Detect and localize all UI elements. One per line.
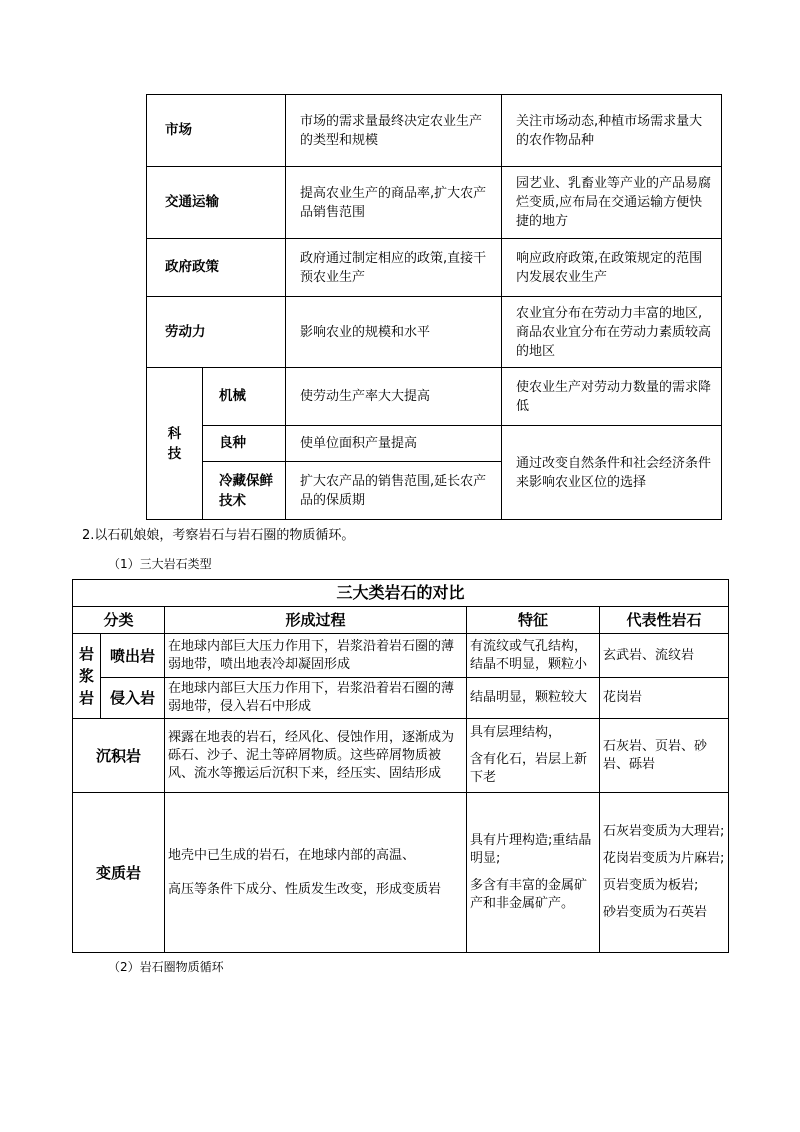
tech-shared-location: 通过改变自然条件和社会经济条件来影响农业区位的选择 bbox=[502, 426, 722, 520]
rock-name: 喷出岩 bbox=[101, 634, 165, 678]
rock-examples: 石灰岩、页岩、砂岩、砾岩 bbox=[600, 719, 729, 793]
rock-example-line: 石灰岩变质为大理岩; bbox=[603, 824, 725, 839]
rock-feature bbox=[467, 793, 600, 953]
factor-name: 交通运输 bbox=[147, 167, 286, 239]
rock-name: 变质岩 bbox=[73, 793, 165, 953]
rock-process-line: 地壳中已生成的岩石，在地球内部的高温、 bbox=[168, 847, 416, 863]
table-row bbox=[73, 678, 729, 719]
tech-label bbox=[147, 368, 203, 520]
factor-effect: 政府通过制定相应的政策,直接干预农业生产 bbox=[286, 239, 502, 297]
tech-item-effect: 使劳动生产率大大提高 bbox=[286, 368, 502, 426]
tech-item-name: 良种 bbox=[203, 426, 286, 462]
rock-name: 沉积岩 bbox=[73, 719, 165, 793]
table-row bbox=[73, 580, 729, 607]
factor-effect: 影响农业的规模和水平 bbox=[286, 297, 502, 368]
rock-example-line: 砂岩变质为石英岩 bbox=[603, 905, 708, 920]
rock-process: 在地球内部巨大压力作用下，岩浆沿着岩石圈的薄弱地带，侵入岩石中形成 bbox=[165, 678, 467, 719]
rock-process-line: 高压等条件下成分、性质发生改变，形成变质岩 bbox=[168, 881, 442, 897]
magma-rock-label bbox=[73, 634, 101, 719]
tech-item-location: 使农业生产对劳动力数量的需求降低 bbox=[502, 368, 722, 426]
magma-label-char: 岩 bbox=[78, 689, 94, 707]
table-row bbox=[147, 239, 722, 297]
rock-example-line: 花岗岩变质为片麻岩; bbox=[603, 851, 725, 866]
tech-item-effect: 扩大农产品的销售范围,延长农产品的保质期 bbox=[286, 462, 502, 520]
factor-name: 政府政策 bbox=[147, 239, 286, 297]
section-intro: 2.以石矶娘娘，考察岩石与岩石圈的物质循环。 bbox=[82, 528, 355, 543]
rock-feature: 有流纹或气孔结构，结晶不明显，颗粒小 bbox=[467, 634, 600, 678]
table-row bbox=[147, 297, 722, 368]
rock-feature-line: 多含有丰富的金属矿产和非金属矿产。 bbox=[470, 878, 588, 911]
tech-label-line: 技 bbox=[167, 445, 182, 462]
tech-item-effect: 使单位面积产量提高 bbox=[286, 426, 502, 462]
magma-label-char: 浆 bbox=[78, 667, 94, 685]
rock-feature: 结晶明显，颗粒较大 bbox=[467, 678, 600, 719]
rock-comparison-table bbox=[72, 579, 729, 953]
factor-name: 市场 bbox=[147, 95, 286, 167]
rock-feature-line: 具有层理结构， bbox=[470, 725, 562, 740]
factor-location: 园艺业、乳畜业等产业的产品易腐烂变质,应布局在交通运输方便快捷的地方 bbox=[502, 167, 722, 239]
subsection-title: （1）三大岩石类型 bbox=[108, 557, 212, 571]
tech-item-name: 冷藏保鲜技术 bbox=[203, 462, 286, 520]
rock-process bbox=[165, 793, 467, 953]
table-row bbox=[73, 634, 729, 678]
magma-label-char: 岩 bbox=[78, 645, 94, 663]
rock-feature-line: 具有片理构造;重结晶明显; bbox=[470, 833, 592, 866]
factor-effect: 市场的需求量最终决定农业生产的类型和规模 bbox=[286, 95, 502, 167]
rock-feature bbox=[467, 719, 600, 793]
rock-process: 裸露在地表的岩石，经风化、侵蚀作用，逐渐成为砾石、沙子、泥土等碎屑物质。这些碎屑物质被风、流水等搬运后沉积下来，经压实、固结形成 bbox=[165, 719, 467, 793]
table-row bbox=[73, 793, 729, 953]
rock-examples: 花岗岩 bbox=[600, 678, 729, 719]
rock-feature-line: 含有化石，岩层上新下老 bbox=[470, 752, 588, 785]
table-title: 三大类岩石的对比 bbox=[73, 580, 729, 607]
rock-examples bbox=[600, 793, 729, 953]
column-header: 形成过程 bbox=[165, 607, 467, 634]
factor-location: 响应政府政策,在政策规定的范围内发展农业生产 bbox=[502, 239, 722, 297]
subsection-title: （2）岩石圈物质循环 bbox=[108, 960, 224, 974]
tech-item-name: 机械 bbox=[203, 368, 286, 426]
table-row bbox=[73, 719, 729, 793]
table-row bbox=[147, 368, 722, 426]
factor-location: 关注市场动态,种植市场需求量大的农作物品种 bbox=[502, 95, 722, 167]
tech-label-line: 科 bbox=[167, 425, 182, 442]
column-header: 分类 bbox=[73, 607, 165, 634]
factor-name: 劳动力 bbox=[147, 297, 286, 368]
column-header: 特征 bbox=[467, 607, 600, 634]
table-row bbox=[147, 167, 722, 239]
factor-effect: 提高农业生产的商品率,扩大农产品销售范围 bbox=[286, 167, 502, 239]
rock-example-line: 页岩变质为板岩; bbox=[603, 878, 699, 893]
table-row bbox=[147, 95, 722, 167]
agri-factor-table bbox=[146, 94, 722, 520]
factor-location: 农业宜分布在劳动力丰富的地区,商品农业宜分布在劳动力素质较高的地区 bbox=[502, 297, 722, 368]
table-header-row bbox=[73, 607, 729, 634]
rock-name: 侵入岩 bbox=[101, 678, 165, 719]
rock-process: 在地球内部巨大压力作用下，岩浆沿着岩石圈的薄弱地带，喷出地表冷却凝固形成 bbox=[165, 634, 467, 678]
column-header: 代表性岩石 bbox=[600, 607, 729, 634]
table-row bbox=[147, 426, 722, 462]
rock-examples: 玄武岩、流纹岩 bbox=[600, 634, 729, 678]
